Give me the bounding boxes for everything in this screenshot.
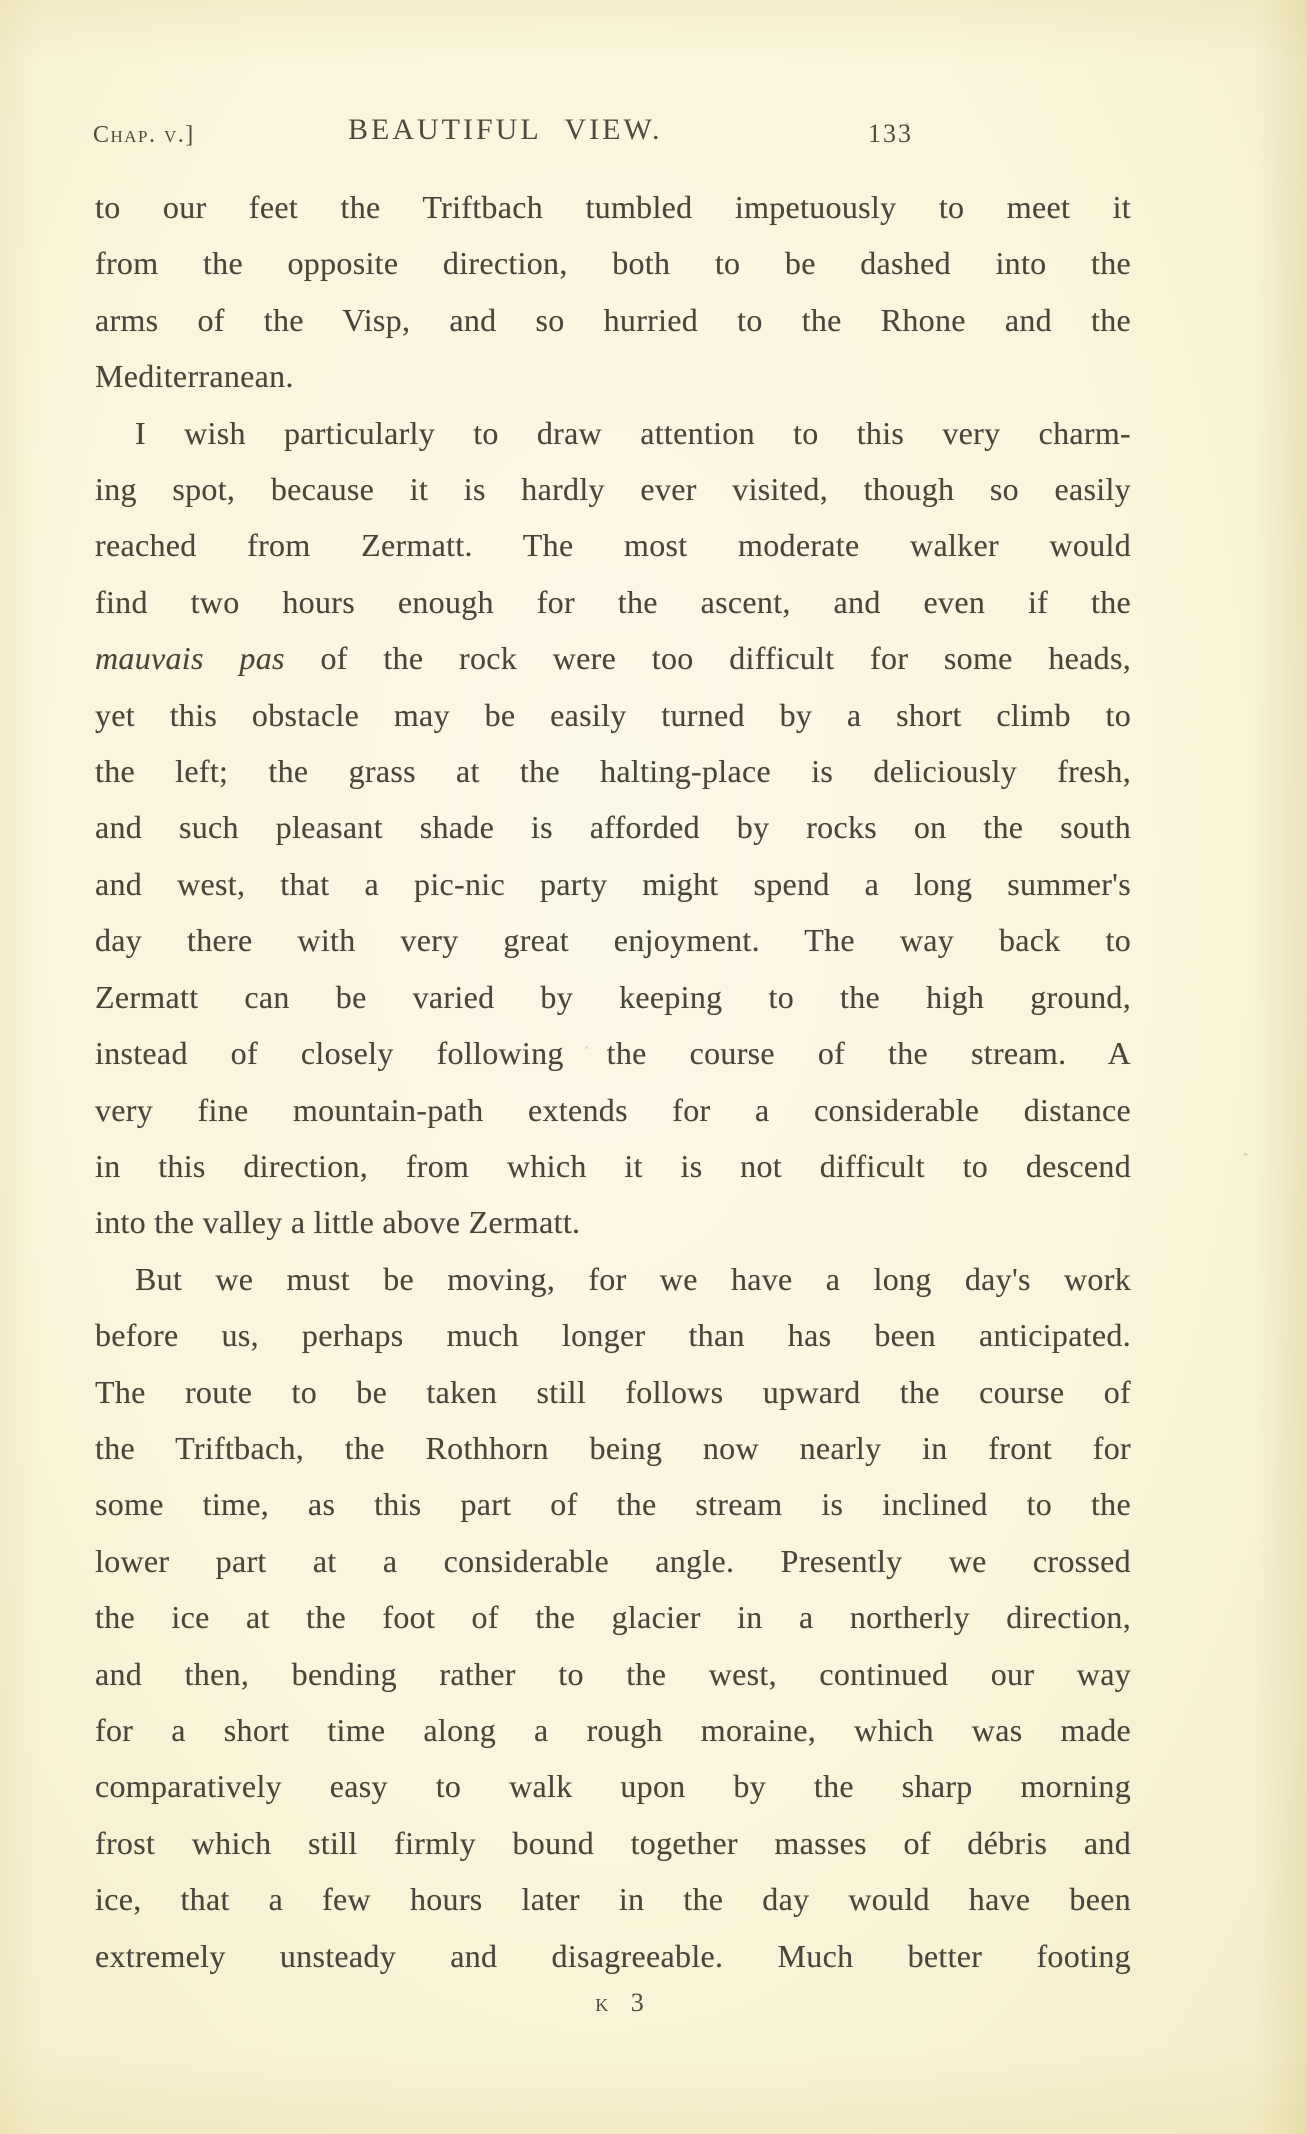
scan-speck — [1243, 1153, 1248, 1156]
signature-mark: k 3 — [595, 1988, 645, 2017]
text-line: frost which still firmly bound together masses of débris and — [95, 1824, 1131, 1861]
text-segment: of the rock were too difficult for some heads, — [284, 640, 1131, 677]
scan-speck — [905, 123, 909, 127]
text-line: some time, as this part of the stream is inclined to the — [95, 1486, 1131, 1523]
text-line: extremely unsteady and disagreeable. Much better footing — [95, 1937, 1131, 1974]
text-line: and west, that a pic-nic party might spend a long summer's — [95, 865, 1131, 902]
text-line: ice, that a few hours later in the day would have been — [95, 1881, 1131, 1918]
text-line: to our feet the Triftbach tumbled impetuously to meet it — [95, 189, 1131, 225]
text-line: comparatively easy to walk upon by the sharp morning — [95, 1768, 1131, 1805]
text-line: and then, bending rather to the west, continued our way — [95, 1655, 1131, 1692]
text-line: instead of closely following the course of the stream. A — [95, 1035, 1131, 1072]
text-line: arms of the Visp, and so hurried to the Rhone and the — [95, 301, 1131, 338]
text-line: into the valley a little above Zermatt. — [95, 1204, 581, 1241]
text-line: reached from Zermatt. The most moderate walker would — [95, 527, 1131, 564]
text-line: ing spot, because it is hardly ever visited, though so easily — [95, 471, 1131, 508]
text-line: from the opposite direction, both to be dashed into the — [95, 245, 1131, 282]
text-line: day there with very great enjoyment. The way back to — [95, 922, 1131, 959]
text-line: for a short time along a rough moraine, which was made — [95, 1711, 1131, 1748]
chapter-label: Chap. v.] — [93, 122, 195, 148]
text-line: lower part at a considerable angle. Presently we crossed — [95, 1542, 1131, 1579]
page-header — [0, 112, 1307, 158]
text-line: the Triftbach, the Rothhorn being now nearly in front for — [95, 1429, 1131, 1466]
running-title: BEAUTIFUL VIEW. — [348, 113, 663, 146]
scan-speck — [585, 1046, 588, 1049]
text-line: very fine mountain-path extends for a considerable distance — [95, 1091, 1131, 1128]
text-line — [95, 630, 1131, 686]
page-body — [95, 179, 1131, 1984]
text-line: yet this obstacle may be easily turned by a short climb to — [95, 696, 1131, 733]
text-line: and such pleasant shade is afforded by rocks on the south — [95, 809, 1131, 846]
text-line: the left; the grass at the halting-place is deliciously fresh, — [95, 753, 1131, 790]
text-line: find two hours enough for the ascent, and even if the — [95, 583, 1131, 620]
text-line: I wish particularly to draw attention to this very charm- — [135, 414, 1131, 451]
text-line: in this direction, from which it is not difficult to descend — [95, 1147, 1131, 1184]
italic-phrase: mauvais pas — [95, 640, 285, 677]
text-line: the ice at the foot of the glacier in a northerly direction, — [95, 1599, 1131, 1636]
text-line: But we must be moving, for we have a long day's work — [135, 1260, 1131, 1297]
text-line: Mediterranean. — [95, 358, 294, 395]
text-line: before us, perhaps much longer than has been anticipated. — [95, 1317, 1131, 1354]
page-number: 133 — [868, 119, 913, 148]
text-line: The route to be taken still follows upward the course of — [95, 1373, 1131, 1410]
text-line: Zermatt can be varied by keeping to the high ground, — [95, 978, 1131, 1015]
